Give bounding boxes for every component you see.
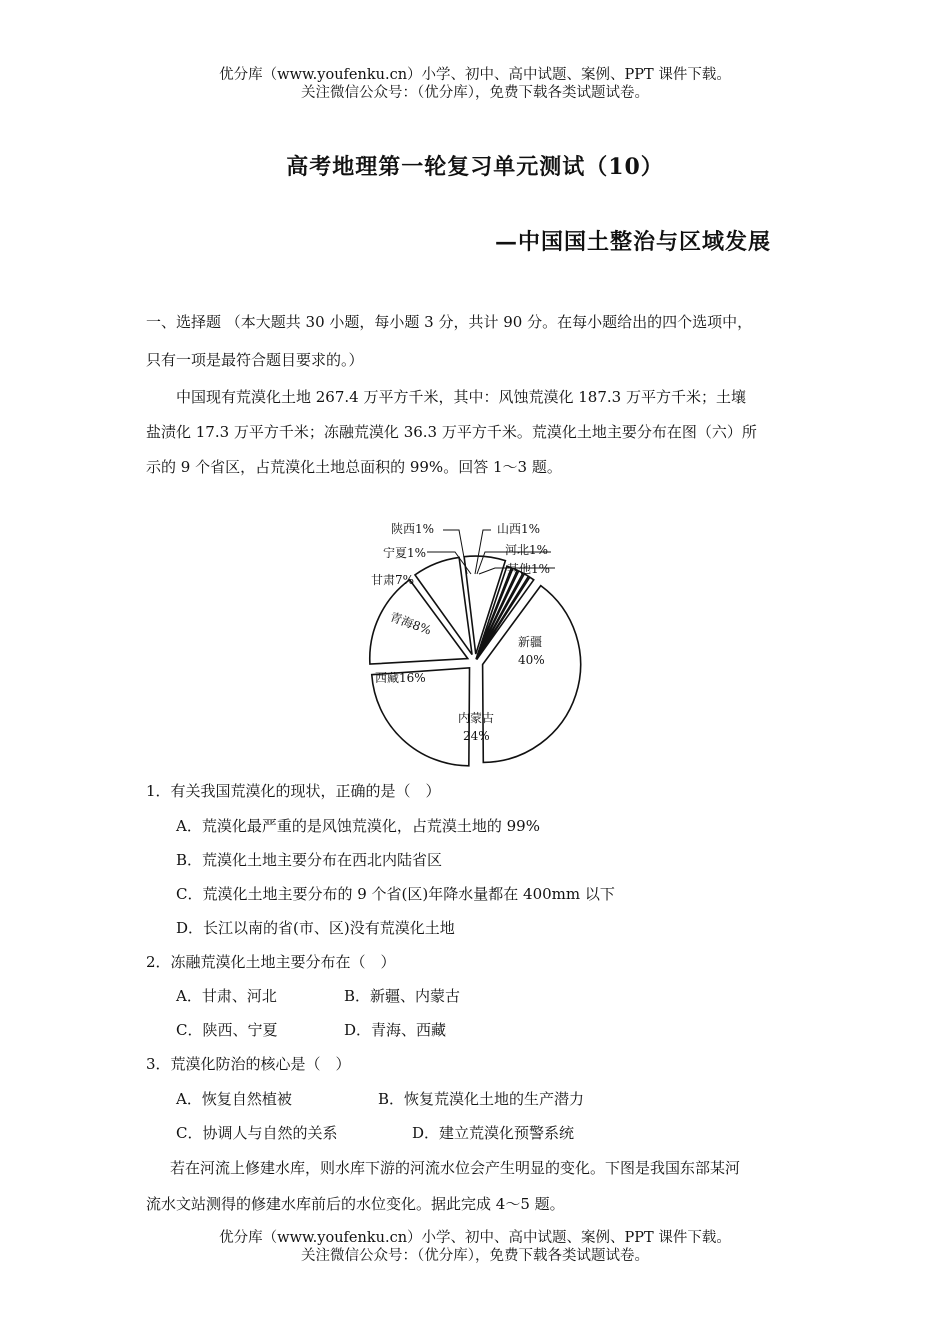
slice-label-xinjiang-name: 新疆 xyxy=(518,635,543,649)
desertification-pie-chart xyxy=(355,512,595,772)
footer-line-2: 关注微信公众号：（优分库），免费下载各类试题试卷。 xyxy=(301,1248,649,1264)
slice-label-xizang: 西藏16% xyxy=(375,671,426,685)
footer-line-1: 优分库（www.youfenku.cn）小学、初中、高中试题、案例、PPT 课件下载。 xyxy=(219,1230,731,1246)
question-2-option-d: D．青海、西藏 xyxy=(344,1021,447,1039)
slice-label-neimenggu-name: 内蒙古 xyxy=(458,711,495,725)
slice-label-neimenggu-pct: 24% xyxy=(463,729,490,743)
question-3-option-a: A．恢复自然植被 xyxy=(176,1090,292,1108)
page-title: 高考地理第一轮复习单元测试（10） xyxy=(286,154,664,180)
slice-label-other: 其他1% xyxy=(507,562,551,576)
question-2-option-b: B．新疆、内蒙古 xyxy=(344,987,461,1005)
header-line-2: 关注微信公众号：（优分库），免费下载各类试题试卷。 xyxy=(301,85,649,101)
slice-label-shanxi: 山西1% xyxy=(497,522,541,536)
question-3-stem: 3．荒漠化防治的核心是（ ） xyxy=(146,1055,351,1073)
question-3-option-d: D．建立荒漠化预警系统 xyxy=(412,1124,575,1142)
question-1-stem: 1．有关我国荒漠化的现状，正确的是（ ） xyxy=(146,782,441,800)
question-1-option-d: D．长江以南的省(市、区)没有荒漠化土地 xyxy=(176,919,455,937)
intro-line-3: 示的 9 个省区，占荒漠化土地总面积的 99%。回答 1～3 题。 xyxy=(146,458,562,476)
header-line-1: 优分库（www.youfenku.cn）小学、初中、高中试题、案例、PPT 课件下载。 xyxy=(219,67,731,83)
slice-label-shaanxi: 陕西1% xyxy=(391,522,435,536)
question-1-option-b: B．荒漠化土地主要分布在西北内陆省区 xyxy=(176,851,443,869)
question-1-option-c: C．荒漠化土地主要分布的 9 个省(区)年降水量都在 400mm 以下 xyxy=(176,885,615,903)
question-2-stem: 2．冻融荒漠化土地主要分布在（ ） xyxy=(146,953,396,971)
slice-label-gansu: 甘肃7% xyxy=(371,573,415,587)
question-3-option-b: B．恢复荒漠化土地的生产潜力 xyxy=(378,1090,585,1108)
question-1-option-a: A．荒漠化最严重的是风蚀荒漠化，占荒漠土地的 99% xyxy=(176,817,540,835)
question-2-option-c: C．陕西、宁夏 xyxy=(176,1021,278,1039)
section-heading-line-2: 只有一项是最符合题目要求的。） xyxy=(146,351,364,369)
question-2-option-a: A．甘肃、河北 xyxy=(176,987,277,1005)
slice-label-hebei: 河北1% xyxy=(505,543,549,557)
slice-label-ningxia: 宁夏1% xyxy=(383,546,427,560)
slice-label-xinjiang-pct: 40% xyxy=(518,653,545,667)
question-3-option-c: C．协调人与自然的关系 xyxy=(176,1124,338,1142)
section-heading-line-1: 一、选择题 （本大题共 30 小题，每小题 3 分，共计 90 分。在每小题给出的四个选项中， xyxy=(146,313,753,331)
intro-line-1: 中国现有荒漠化土地 267.4 万平方千米，其中：风蚀荒漠化 187.3 万平方千米；土壤 xyxy=(176,388,746,406)
intro-line-2: 盐渍化 17.3 万平方千米；冻融荒漠化 36.3 万平方千米。荒漠化土地主要分布在图（六）所 xyxy=(146,423,757,441)
passage-2-line-2: 流水文站测得的修建水库前后的水位变化。据此完成 4～5 题。 xyxy=(146,1195,565,1213)
slice-label-qinghai: 青海8% xyxy=(387,609,434,638)
page-subtitle: —中国国土整治与区域发展 xyxy=(495,229,772,255)
passage-2-line-1: 若在河流上修建水库，则水库下游的河流水位会产生明显的变化。下图是我国东部某河 xyxy=(170,1159,741,1177)
